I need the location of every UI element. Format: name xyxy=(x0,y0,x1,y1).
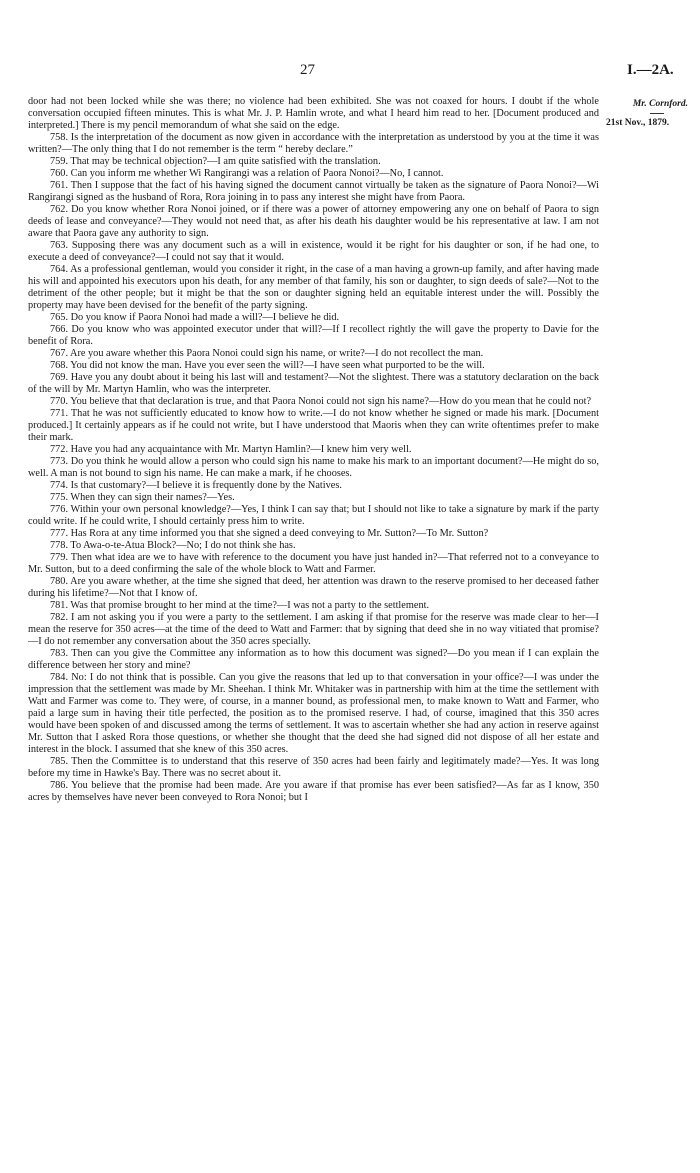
witness-name: Mr. Cornford. xyxy=(632,99,688,109)
question-769: 769. Have you any doubt about it being his last will and testament?—Not the slightest. There was a statutory declaration on the back of the will by Mr. Martyn Hamlin, who was the interpreter. xyxy=(28,372,599,395)
question-785: 785. Then the Committee is to understand that this reserve of 350 acres had been fairly and legitimately made?—Yes. It was long before my time in Hawke's Bay. There was no secret about it. xyxy=(28,756,599,779)
testimony-body xyxy=(28,96,599,1166)
question-778: 778. To Awa-o-te-Atua Block?—No; I do not think she has. xyxy=(50,540,296,551)
question-786: 786. You believe that the promise had been made. Are you aware if that promise has ever been satisfied?—As far as I know, 350 acres by themselves have never been conveyed to Rora Nonoi; but I xyxy=(28,780,599,803)
question-784: 784. No: I do not think that is possible. Can you give the reasons that led up to that conversation in your office?—I was under the impression that the settlement was made by Mr. Sheehan. I think Mr. Whitaker was in partnership with him at the time the settlement with Watt and Farmer was come to. They were, of course, in a manner bound, as professional men, to make known to Watt and Farmer, who paid a large sum in having their title perfected, the position as to the promised reserve. I had, of course, imagined that this 350 acres would have been spoken of and discussed among the terms of settlement. It was to ascertain whether she had any action in reserve against Mr. Sutton that I asked Rora those questions, or whether she thought that the deed she had signed did not dispose of all her estate and interest in the block. I assumed that she knew of this 350 acres. xyxy=(28,672,599,755)
question-761: 761. Then I suppose that the fact of his having signed the document cannot virtually be taken as the signature of Paora Nonoi?—Wi Rangirangi signed as the husband of Rora, Rora joining in to pass any interest she might have from Paora. xyxy=(28,180,599,203)
question-782: 782. I am not asking you if you were a party to the settlement. I am asking if that promise for the reserve was made clear to her—I mean the reserve for 350 acres—at the time of the deed to Watt and Farmer: that by signing that deed she in no way vitiated that promise?—I do not remember any conversation about the 350 acres specially. xyxy=(28,612,599,647)
question-768: 768. You did not know the man. Have you ever seen the will?—I have seen what purported to be the will. xyxy=(50,360,485,371)
question-758: 758. Is the interpretation of the document as now given in accordance with the interpretation as understood by you at the time it was written?—The only thing that I do not remember is the term “ hereby declare.” xyxy=(28,132,599,155)
question-772: 772. Have you had any acquaintance with Mr. Martyn Hamlin?—I knew him very well. xyxy=(50,444,412,455)
question-776: 776. Within your own personal knowledge?—Yes, I think I can say that; but I should not like to take a signature by mark if the party could write. If he could write, I should certainly press him to write. xyxy=(28,504,599,527)
question-770: 770. You believe that that declaration is true, and that Paora Nonoi could not sign his name?—How do you mean that he could not? xyxy=(50,396,592,407)
question-780: 780. Are you aware whether, at the time she signed that deed, her attention was drawn to the reserve promised to her deceased father during his lifetime?—Not that I know of. xyxy=(28,576,599,599)
question-774: 774. Is that customary?—I believe it is frequently done by the Natives. xyxy=(50,480,342,491)
question-760: 760. Can you inform me whether Wi Rangirangi was a relation of Paora Nonoi?—No, I cannot. xyxy=(50,168,444,179)
paragraph-continuation: door had not been locked while she was there; no violence had been exhibited. She was not coaxed for hours. I doubt if the whole conversation occupied fifteen minutes. This is what Mr. J. P. Hamlin wrote, and what I heard him read to her. [Document produced and interpreted.] There is my pencil memorandum of what she said on the edge. xyxy=(28,96,599,131)
question-765: 765. Do you know if Paora Nonoi had made a will?—I believe he did. xyxy=(50,312,340,323)
question-771: 771. That he was not sufficiently educated to know how to write.—I do not know whether he signed or made his mark. [Document produced.] It certainly appears as if he could not write, but I have understood that Maoris when they can write oftentimes prefer to make their mark. xyxy=(28,408,599,443)
question-777: 777. Has Rora at any time informed you that she signed a deed conveying to Mr. Sutton?—To Mr. Sutton? xyxy=(50,528,489,539)
question-767: 767. Are you aware whether this Paora Nonoi could sign his name, or write?—I do not recollect the man. xyxy=(50,348,484,359)
question-766: 766. Do you know who was appointed executor under that will?—If I recollect rightly the will gave the property to Davie for the benefit of Rora. xyxy=(28,324,599,347)
margin-rule xyxy=(650,113,664,114)
question-763: 763. Supposing there was any document such as a will in existence, would it be right for his daughter or son, if he had one, to execute a deed of conveyance?—I could not say that it would. xyxy=(28,240,599,263)
margin-note xyxy=(606,98,696,129)
question-759: 759. That may be technical objection?—I am quite satisfied with the translation. xyxy=(50,156,381,167)
document-reference: I.—2A. xyxy=(627,62,674,78)
question-779: 779. Then what idea are we to have with reference to the document you have just handed in?—That referred not to a conveyance to Mr. Sutton, but to a deed confirming the sale of the whole block to Watt and Farmer. xyxy=(28,552,599,575)
question-773: 773. Do you think he would allow a person who could sign his name to make his mark to an important document?—He might do so, well. A man is not bound to sign his name. He can make a mark, if he chooses. xyxy=(28,456,599,479)
question-762: 762. Do you know whether Rora Nonoi joined, or if there was a power of attorney empowering any one on behalf of Paora to sign deeds of lease and conveyance?—They would not need that, as after his death his daughter would be his representative at law. I am not aware that Paora gave any authority to sign. xyxy=(28,204,599,239)
question-764: 764. As a professional gentleman, would you consider it right, in the case of a man having a grown-up family, and after having made his will and appointed his executors upon his death, for any member of that family, his son or daughter, to sign deeds of sale?—Not to the detriment of the other people; but it might be that the son or daughter signing held an equitable interest under the will. Possibly the property may have been devised for the benefit of the party signing. xyxy=(28,264,599,311)
testimony-date: 21st Nov., 1879. xyxy=(606,118,670,128)
question-775: 775. When they can sign their names?—Yes. xyxy=(50,492,235,503)
page-number: 27 xyxy=(300,62,315,78)
question-781: 781. Was that promise brought to her mind at the time?—I was not a party to the settlement. xyxy=(50,600,430,611)
question-783: 783. Then can you give the Committee any information as to how this document was signed?—Do you mean if I can explain the difference between her story and mine? xyxy=(28,648,599,671)
